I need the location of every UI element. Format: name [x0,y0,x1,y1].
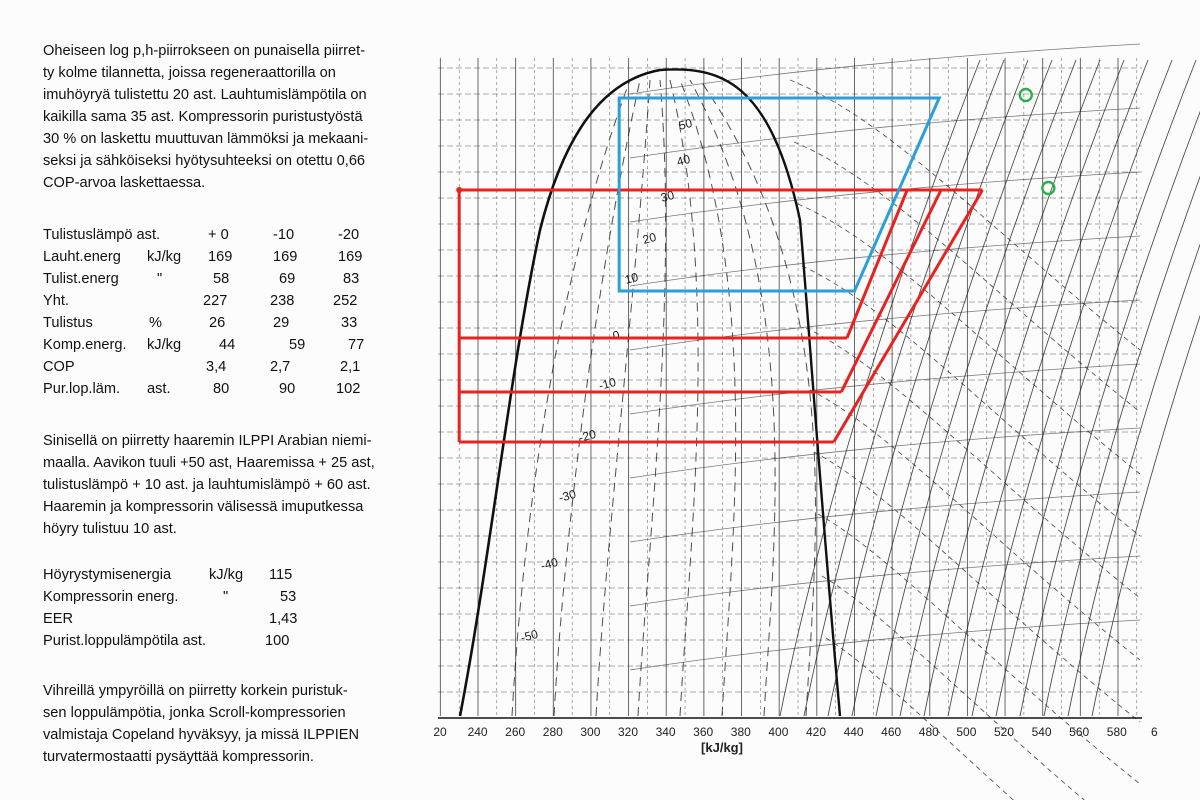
table-cell-value: 169 [273,249,298,265]
table-cell-label: Pur.lop.läm. [43,381,121,397]
isentrope-line [1020,60,1200,716]
x-tick-label: 20 [433,725,447,739]
table-cell-value: 238 [270,293,295,309]
table-cell-value: 29 [273,315,290,331]
green-line: Vihreillä ympyröillä on piirretty korkein puristuk- [43,683,348,699]
intro-line: 30 % on laskettu muuttuvan lämmöksi ja mekaani- [43,131,369,147]
x-tick-label: 400 [768,725,789,739]
table-cell-unit: " [223,589,229,605]
table-cell-unit: " [157,271,163,287]
log-ph-diagram [430,40,1158,762]
temperature-label: 30 [659,187,676,205]
temperature-label: 40 [675,151,692,169]
x-tick-label: 580 [1106,725,1127,739]
table-cell-label: Höyrystymisenergia [43,567,172,583]
x-tick-label: 460 [881,725,902,739]
x-tick-label: 260 [505,725,526,739]
isochore-line [630,556,1140,606]
isotherm-line [822,576,1140,800]
temperature-label: -50 [519,626,540,645]
table-cell-value: 100 [265,633,290,649]
diagram-curves [460,44,1200,800]
table-cell-label: Purist.loppulämpötila ast. [43,633,207,649]
green-line: sen loppulämpötia, jonka Scroll-kompressorien [43,705,346,721]
table-cell-value: 252 [333,293,358,309]
isochore-line [630,492,1140,542]
isentrope-line [972,60,1172,716]
table-cell-label: Tulistus [43,315,93,331]
table-cell-value: 59 [289,337,306,353]
superheat-table [43,224,423,404]
blue-line: Haaremin ja kompressorin välisessä imuputkessa [43,499,364,515]
x-tick-label: 360 [693,725,714,739]
blue-cycle-paragraph [43,430,433,540]
isotherm-line [826,638,1140,800]
table-cell-label: Tulist.energ [43,271,119,287]
table-cell-value: -20 [338,227,360,243]
temperature-label: -40 [539,554,560,573]
table-cell-unit: kJ/kg [147,249,182,265]
intro-line: imuhöyryä tulistettu 20 ast. Lauhtumislämpötila on [43,87,367,103]
table-cell-value: 102 [336,381,361,397]
table-cell-value: 80 [213,381,230,397]
table-cell-value: 33 [341,315,358,331]
quality-line [700,80,815,716]
table-cell-value: 26 [209,315,226,331]
temperature-label: 10 [623,269,640,287]
table-cell-value: 169 [338,249,363,265]
x-axis-unit-label: [kJ/kg] [701,740,743,755]
table-cell-unit: ast. [147,381,171,397]
temperature-label: -20 [577,426,598,445]
blue-line: Sinisellä on piirretty haaremin ILPPI Arabian niemi- [43,433,372,449]
blue-line: maalla. Aavikon tuuli +50 ast, Haaremissa + 25 ast, [43,455,375,471]
green-line: turvatermostaatti pysäyttää kompressorin. [43,749,314,765]
isentrope-line [996,60,1196,716]
temperature-label: -10 [597,374,618,393]
temperature-labels [519,116,694,645]
green-marker-paragraph [43,680,433,768]
table-cell-label: Komp.energ. [43,337,127,353]
isochore-line [630,108,1140,158]
table-cell-unit: % [149,315,162,331]
quality-line [680,80,736,716]
isentrope-line [876,60,1076,716]
isentrope-line [828,60,1028,716]
isentrope-line [852,60,1052,716]
table-cell-label: COP [43,359,75,375]
table-cell-unit: kJ/kg [209,567,244,583]
table-cell-value: 53 [280,589,297,605]
table-cell-unit: kJ/kg [147,337,182,353]
quality-line [512,80,630,716]
quality-line [638,80,666,716]
table-cell-value: 44 [219,337,236,353]
isentrope-line [1068,60,1200,716]
x-tick-label: 300 [580,725,601,739]
quality-line [670,80,698,716]
temperature-label: -30 [557,486,578,505]
isotherm-line [810,390,1140,660]
intro-line: ty kolme tilannetta, joissa regeneraattorilla on [43,65,336,81]
isochore-line [630,364,1140,414]
table-cell-value: 3,4 [206,359,227,375]
isochore-line [630,172,1140,222]
isotherm-line [806,328,1140,598]
table-cell-value: 58 [213,271,230,287]
quality-line [690,80,775,716]
isentrope-line [1044,60,1200,716]
x-tick-label: 380 [730,725,751,739]
x-tick-label: 340 [655,725,676,739]
red-compression-line [847,190,907,338]
intro-line: seksi ja sähköiseksi hyötysuhteeksi on otettu 0,66 [43,153,366,169]
isotherm-line [798,204,1140,474]
isochore-line [630,428,1140,478]
table-cell-value: 77 [348,337,365,353]
blue-line: höyry tulistuu 10 ast. [43,521,177,537]
x-tick-label: 240 [467,725,488,739]
blue-line: tulistuslämpö + 10 ast. ja lauhtumislämpö + 60 ast. [43,477,371,493]
x-tick-label: 320 [617,725,639,739]
blue-cycle-table [43,564,343,654]
isentrope-line [1092,60,1200,716]
table-cell-value: 2,1 [340,359,361,375]
quality-line [554,80,640,716]
table-cell-value: 1,43 [269,611,298,627]
table-cell-value: 83 [343,271,360,287]
table-cell-value: -10 [273,227,295,243]
table-cell-label: Lauht.energ [43,249,121,265]
table-cell-label: EER [43,611,74,627]
x-tick-label: 520 [993,725,1015,739]
isotherm-line [790,80,1140,350]
intro-paragraph [43,40,433,194]
x-tick-label: 6 [1151,725,1158,739]
x-tick-label: 560 [1069,725,1090,739]
intro-line: COP-arvoa laskettaessa. [43,175,206,191]
table-cell-value: 169 [208,249,233,265]
table-cell-value: 90 [279,381,296,397]
x-tick-label: 280 [542,725,563,739]
intro-line: Oheiseen log p,h-piirrokseen on punaisella piirret- [43,43,366,59]
temperature-label: 0 [611,327,622,343]
green-marker [1042,182,1054,194]
x-axis [433,718,1158,755]
temperature-label: 50 [677,115,694,133]
table-cell-value: 115 [269,567,293,583]
table-cell-label: Kompressorin energ. [43,589,179,605]
red-point [456,187,462,193]
green-marker [1020,89,1032,101]
x-tick-label: 440 [843,725,864,739]
table-cell-label: Yht. [43,293,69,309]
x-tick-label: 500 [956,725,977,739]
isentrope-line [780,60,980,716]
x-tick-label: 540 [1031,725,1052,739]
x-tick-label: 420 [805,725,827,739]
cycle-overlays [456,89,1054,442]
table-cell-label: Tulistuslämpö ast. [43,227,161,243]
table-cell-value: 69 [279,271,296,287]
green-line: valmistaja Copeland hyväksyy, ja missä ILPPIEN [43,727,360,743]
quality-line [596,80,650,716]
isochore-line [630,44,1140,94]
intro-line: kaikilla sama 35 ast. Kompressorin puristustyöstä [43,109,363,125]
table-cell-value: 227 [203,293,228,309]
table-cell-value: 2,7 [270,359,291,375]
isotherm-line [802,266,1140,536]
x-tick-label: 480 [918,725,939,739]
table-cell-value: + 0 [208,227,229,243]
temperature-label: 20 [641,229,658,247]
